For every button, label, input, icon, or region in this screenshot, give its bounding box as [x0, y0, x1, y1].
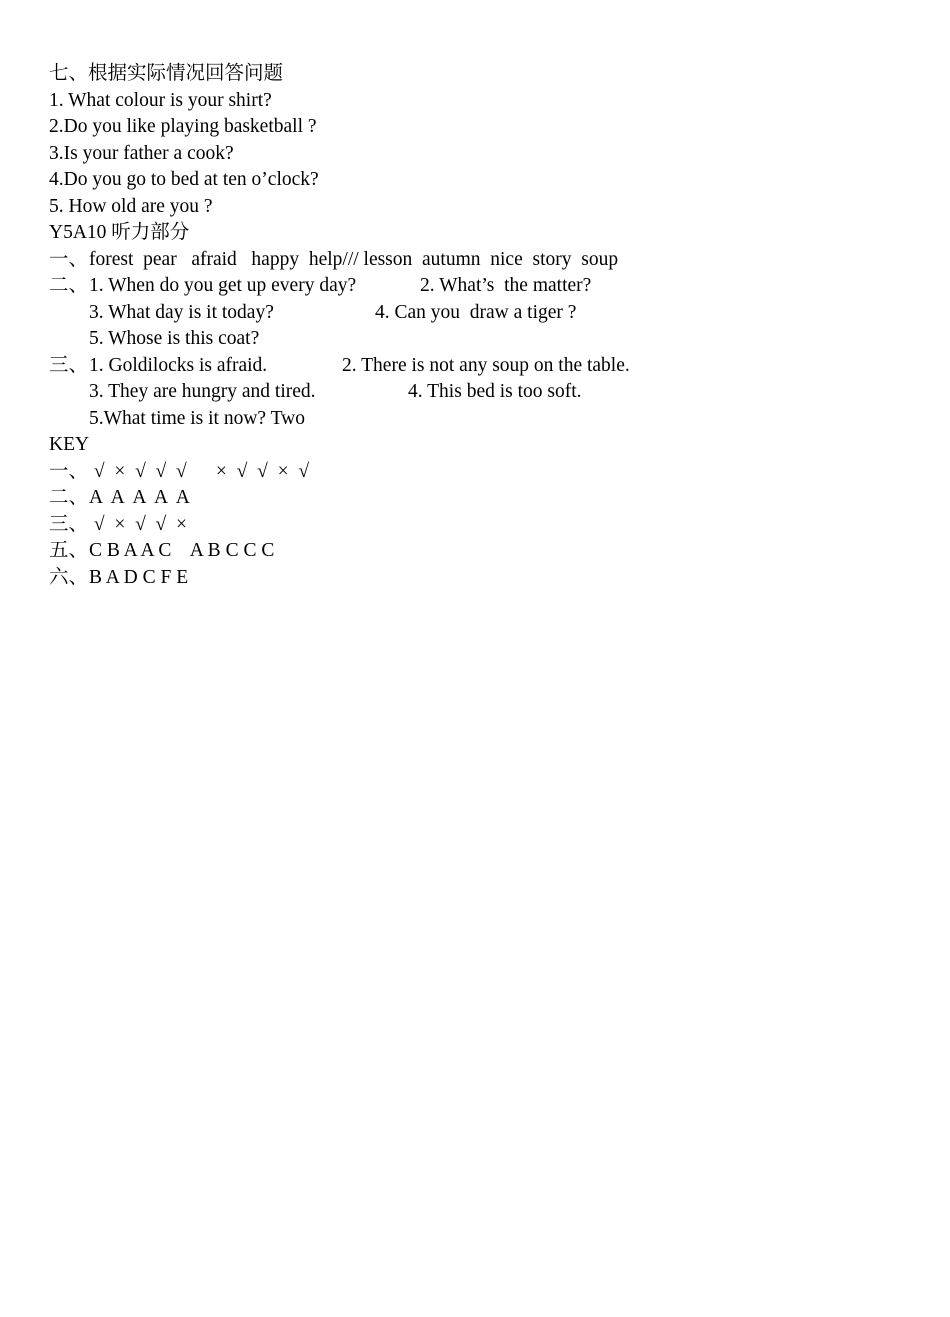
part2-item-4: 4. Can you draw a tiger ? [375, 302, 577, 323]
question-3: 3.Is your father a cook? [49, 143, 234, 164]
question-5: 5. How old are you ? [49, 196, 213, 217]
key-row-label: 五、 [49, 540, 89, 561]
listening-part3-row2 [49, 379, 582, 405]
listening-part3-row3 [49, 406, 305, 432]
part3-item-2: 2. There is not any soup on the table. [342, 355, 630, 376]
listening-title: Y5A10 听力部分 [49, 222, 190, 243]
key-row-answers: √ × √ √ √ × √ √ × √ [89, 461, 310, 482]
key-row-answers: A A A A A [89, 487, 190, 508]
listening-part2-row1 [49, 273, 592, 299]
part3-item-4: 4. This bed is too soft. [408, 381, 582, 402]
question-2: 2.Do you like playing basketball ? [49, 116, 317, 137]
section7-heading: 七、根据实际情况回答问题 [49, 63, 284, 84]
question-1: 1. What colour is your shirt? [49, 90, 272, 111]
part2-item-5: 5. Whose is this coat? [89, 328, 260, 349]
key-row-answers: √ × √ √ × [89, 514, 187, 535]
part3-item-1: 1. Goldilocks is afraid. [89, 355, 268, 376]
question-4: 4.Do you go to bed at ten o’clock? [49, 169, 319, 190]
part2-item-2: 2. What’s the matter? [420, 275, 592, 296]
part3-item-3: 3. They are hungry and tired. [89, 381, 316, 402]
listening-part2-row3 [49, 326, 260, 352]
key-row-label: 二、 [49, 487, 89, 508]
key-row-3 [49, 512, 187, 538]
listening-part3-row1 [49, 353, 630, 379]
key-row-4 [49, 538, 275, 564]
key-row-label: 一、 [49, 461, 89, 482]
part3-item-5: 5.What time is it now? Two [89, 408, 305, 429]
listening-part2-row2 [49, 300, 577, 326]
key-row-2 [49, 485, 190, 511]
key-row-label: 三、 [49, 514, 89, 535]
part2-item-1: 1. When do you get up every day? [89, 275, 357, 296]
key-row-answers: C B A A C A B C C C [89, 540, 275, 561]
listening-part1 [49, 247, 619, 273]
part2-label: 二、 [49, 275, 89, 296]
key-row-5 [49, 565, 189, 591]
part3-label: 三、 [49, 355, 89, 376]
key-title: KEY [49, 434, 90, 455]
key-row-answers: B A D C F E [89, 567, 189, 588]
key-row-label: 六、 [49, 567, 89, 588]
part1-words: forest pear afraid happy help/// lesson autumn nice story soup [89, 249, 619, 270]
part2-item-3: 3. What day is it today? [89, 302, 274, 323]
key-row-1 [49, 459, 310, 485]
part1-label: 一、 [49, 249, 89, 270]
